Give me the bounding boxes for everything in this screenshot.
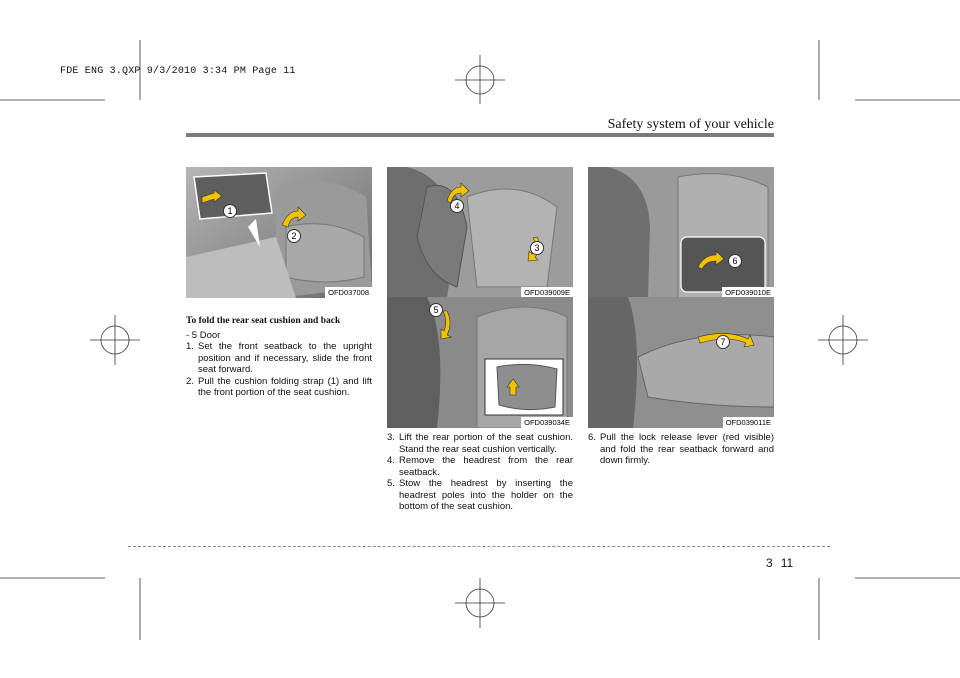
callout-5: 5 xyxy=(429,303,443,317)
title-rule xyxy=(186,133,774,137)
footer-rule xyxy=(128,546,830,547)
section-title: Safety system of your vehicle xyxy=(607,117,774,132)
column-1-text xyxy=(186,316,372,399)
callout-1: 1 xyxy=(223,204,237,218)
callout-2: 2 xyxy=(287,229,301,243)
seatback-fold-photo xyxy=(588,297,774,428)
section-number: 3 xyxy=(766,556,773,570)
image-code: OFD039034E xyxy=(521,417,573,428)
seat-lift-photo xyxy=(387,167,573,298)
column-2-text xyxy=(387,432,573,513)
callout-3: 3 xyxy=(530,241,544,255)
seat-cushion-photo xyxy=(186,167,372,298)
page-number xyxy=(766,556,793,570)
image-code: OFD039010E xyxy=(722,287,774,298)
seat-illustration xyxy=(186,167,372,298)
headrest-stow-photo xyxy=(387,297,573,428)
steps-list xyxy=(186,341,372,399)
section-subheading: - 5 Door xyxy=(186,329,221,341)
list-item: 6. Pull the lock release lever (red visible) and fold the rear seatback forward and down firmly. xyxy=(588,432,774,466)
list-item: 5. Stow the headrest by inserting the headrest poles into the holder on the bottom of the seat cushion. xyxy=(387,478,573,512)
callout-7: 7 xyxy=(716,335,730,349)
print-header: FDE ENG 3.QXP 9/3/2010 3:34 PM Page 11 xyxy=(60,66,296,77)
list-item: 2. Pull the cushion folding strap (1) and lift the front portion of the seat cushion. xyxy=(186,375,372,398)
page-number-value: 11 xyxy=(780,556,794,570)
callout-6: 6 xyxy=(728,254,742,268)
list-item: 1. Set the front seatback to the upright position and if necessary, slide the front seat forward. xyxy=(186,341,372,375)
seat-illustration xyxy=(588,297,774,428)
seat-illustration xyxy=(387,297,573,428)
seat-illustration xyxy=(588,167,774,298)
section-heading: To fold the rear seat cushion and back xyxy=(186,316,341,326)
steps-list xyxy=(387,432,573,513)
image-code: OFD039011E xyxy=(723,417,774,428)
column-3-text xyxy=(588,432,774,467)
steps-list xyxy=(588,432,774,467)
image-code: OFD039009E xyxy=(521,287,573,298)
image-code: OFD037008 xyxy=(325,287,372,298)
callout-4: 4 xyxy=(450,199,464,213)
seat-illustration xyxy=(387,167,573,298)
lock-release-photo xyxy=(588,167,774,298)
list-item: 4. Remove the headrest from the rear seatback. xyxy=(387,455,573,478)
list-item: 3. Lift the rear portion of the seat cushion. Stand the rear seat cushion vertically. xyxy=(387,432,573,455)
